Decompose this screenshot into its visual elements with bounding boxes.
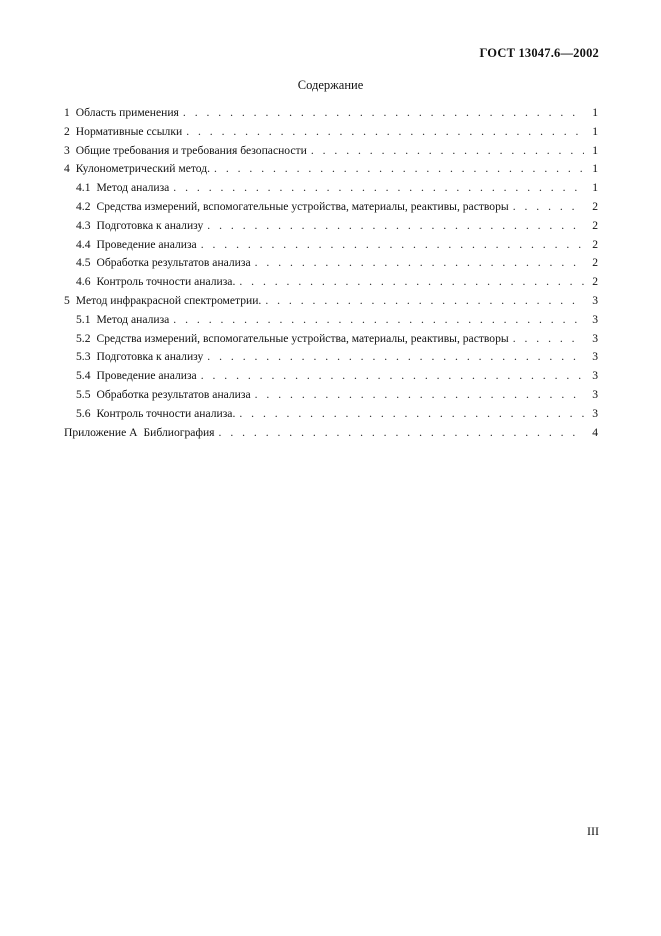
toc-dot-leader xyxy=(239,275,584,288)
toc-entry-number: 5.4 xyxy=(76,369,91,383)
toc-entry-page: 1 xyxy=(592,162,598,176)
toc-entry[interactable] xyxy=(64,162,598,181)
toc-entry-title: Нормативные ссылки xyxy=(75,124,183,138)
toc-dot-leader xyxy=(255,256,584,269)
toc-entry-number: 4 xyxy=(64,162,70,176)
toc-entry-title: Подготовка к анализу xyxy=(96,350,204,364)
toc-entry-title: Подготовка к анализу xyxy=(96,218,204,232)
toc-entry-number: 5.6 xyxy=(76,406,91,420)
toc-entry-title: Обработка результатов анализа xyxy=(96,387,251,401)
toc-entry-page: 2 xyxy=(592,275,598,289)
toc-entry[interactable] xyxy=(64,313,598,332)
toc-dot-leader xyxy=(255,388,584,401)
toc-entry-title: Общие требования и требования безопасности xyxy=(75,143,307,157)
toc-entry[interactable] xyxy=(64,407,598,426)
toc-entry-page: 2 xyxy=(592,237,598,251)
toc-entry[interactable] xyxy=(64,369,598,388)
toc-entry[interactable] xyxy=(64,238,598,257)
standard-designation: ГОСТ 13047.6—2002 xyxy=(479,46,599,60)
toc-entry-title: Проведение анализа xyxy=(96,237,197,251)
toc-dot-leader xyxy=(173,181,584,194)
toc-dot-leader xyxy=(207,350,584,363)
toc-entry-number: 5.5 xyxy=(76,387,91,401)
toc-entry-page: 3 xyxy=(592,369,598,383)
toc-entry-title: Средства измерений, вспомогательные устройства, материалы, реактивы, растворы xyxy=(96,331,509,345)
toc-entry[interactable] xyxy=(64,125,598,144)
toc-entry-page: 3 xyxy=(592,312,598,326)
toc-dot-leader xyxy=(311,144,584,157)
toc-entry-title: Метод анализа xyxy=(96,181,170,195)
toc-entry-number: 1 xyxy=(64,106,70,119)
page-number: III xyxy=(587,824,599,838)
toc-entry-number: 4.4 xyxy=(76,237,91,251)
toc-entry-title: Средства измерений, вспомогательные устройства, материалы, реактивы, растворы xyxy=(96,199,509,213)
toc-entry-page: 1 xyxy=(592,181,598,195)
toc-entry-title: Метод анализа xyxy=(96,312,170,326)
toc-dot-leader xyxy=(219,426,584,439)
toc-entry-page: 1 xyxy=(592,106,598,119)
toc-entry-page: 3 xyxy=(592,293,598,307)
toc-entry-number: 2 xyxy=(64,124,70,138)
toc-entry[interactable] xyxy=(64,332,598,351)
toc-dot-leader xyxy=(201,238,584,251)
toc-entry[interactable] xyxy=(64,106,598,125)
toc-entry-page: 1 xyxy=(592,124,598,138)
toc-entry-page: 2 xyxy=(592,218,598,232)
toc-entry-number: 4.5 xyxy=(76,256,91,270)
toc-entry[interactable] xyxy=(64,256,598,275)
toc-entry[interactable] xyxy=(64,275,598,294)
toc-entry[interactable] xyxy=(64,388,598,407)
toc-entry[interactable] xyxy=(64,181,598,200)
toc-entry-page: 3 xyxy=(592,406,598,420)
toc-entry-title: Кулонометрический метод. xyxy=(75,162,211,176)
toc-entry-page: 3 xyxy=(592,350,598,364)
table-of-contents xyxy=(64,106,598,444)
toc-entry-number: 4.3 xyxy=(76,218,91,232)
toc-entry-number: 5.3 xyxy=(76,350,91,364)
toc-dot-leader xyxy=(201,369,584,382)
toc-entry[interactable] xyxy=(64,200,598,219)
toc-dot-leader xyxy=(214,162,584,175)
toc-entry-title: Область применения xyxy=(75,106,179,119)
toc-entry-page: 3 xyxy=(592,387,598,401)
toc-entry-title: Библиография xyxy=(143,425,215,439)
toc-entry-number: Приложение А xyxy=(64,425,138,439)
page-title: Содержание xyxy=(297,78,364,92)
toc-entry[interactable] xyxy=(64,144,598,163)
toc-entry-number: 4.1 xyxy=(76,181,91,195)
toc-entry-title: Контроль точности анализа. xyxy=(96,406,236,420)
toc-dot-leader xyxy=(186,125,584,138)
toc-entry-title: Метод инфракрасной спектрометрии. xyxy=(75,293,262,307)
toc-entry-number: 4.6 xyxy=(76,275,91,289)
toc-dot-leader xyxy=(173,313,584,326)
toc-entry-number: 4.2 xyxy=(76,199,91,213)
toc-entry-title: Контроль точности анализа. xyxy=(96,275,236,289)
toc-entry-title: Проведение анализа xyxy=(96,369,197,383)
toc-dot-leader xyxy=(265,294,584,307)
toc-entry-number: 3 xyxy=(64,143,70,157)
toc-dot-leader xyxy=(513,332,584,345)
toc-entry[interactable] xyxy=(64,426,598,445)
toc-entry-page: 2 xyxy=(592,256,598,270)
toc-dot-leader xyxy=(513,200,584,213)
toc-entry-number: 5 xyxy=(64,293,70,307)
toc-dot-leader xyxy=(183,106,584,119)
toc-dot-leader xyxy=(207,219,584,232)
toc-dot-leader xyxy=(239,407,584,420)
toc-entry-page: 2 xyxy=(592,199,598,213)
toc-entry-page: 4 xyxy=(592,425,598,439)
toc-entry-page: 3 xyxy=(592,331,598,345)
toc-entry-number: 5.2 xyxy=(76,331,91,345)
toc-entry[interactable] xyxy=(64,350,598,369)
toc-entry[interactable] xyxy=(64,219,598,238)
toc-entry[interactable] xyxy=(64,294,598,313)
toc-entry-title: Обработка результатов анализа xyxy=(96,256,251,270)
toc-entry-page: 1 xyxy=(592,143,598,157)
toc-entry-number: 5.1 xyxy=(76,312,91,326)
